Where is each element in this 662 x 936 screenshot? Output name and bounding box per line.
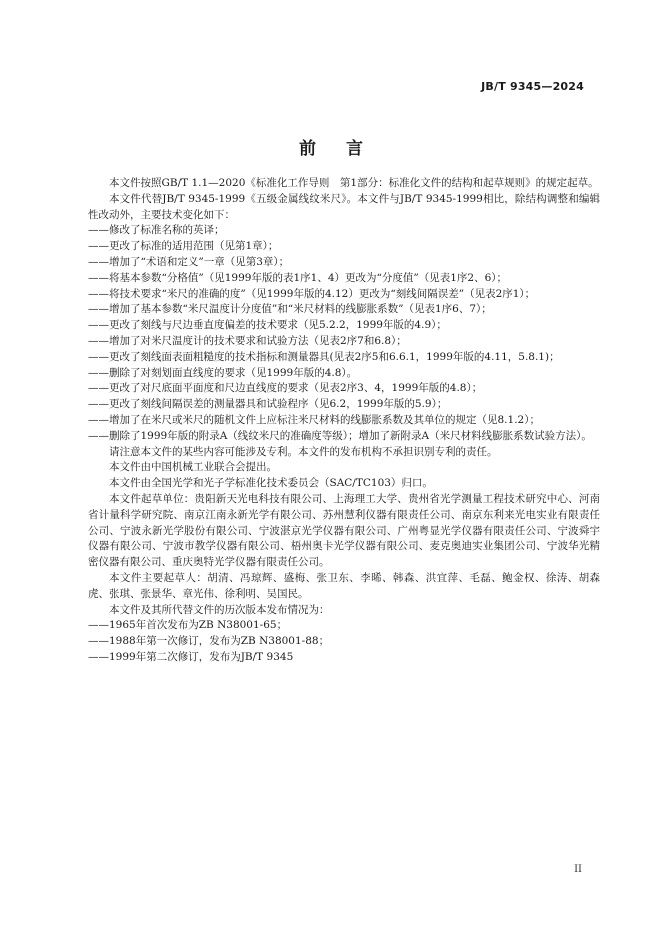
- centralized-by: 本文件由全国光学和光子学标准化技术委员会（SAC/TC103）归口。: [109, 477, 433, 490]
- page-number: II: [574, 864, 582, 875]
- list-item: ——删除了对刻划面直线度的要求（见1999年版的4.8）。: [88, 366, 358, 379]
- list-item: ——1999年第二次修订，发布为JB/T 9345: [88, 650, 294, 663]
- history-intro: 本文件及其所代替文件的历次版本发布情况为：: [109, 603, 330, 616]
- list-item: ——将技术要求“米尺的准确的度”（见1999年版的4.12）更改为“刻线间隔误差”（见表2序1）；: [88, 287, 536, 300]
- list-item: ——更改了刻线面表面粗糙度的技术指标和测量器具(见表2序5和6.6.1，1999年版的4.11，5.8.1)；: [88, 350, 560, 363]
- drafters: 本文件主要起草人：胡清、冯琼辉、盛梅、张卫东、李晞、韩森、洪宜萍、毛磊、鲍金权、徐涛、胡森虎、张琪、张景华、章光伟、徐利明、吴国民。: [88, 571, 600, 600]
- list-item: ——1988年第一次修订，发布为ZB N38001-88；: [88, 635, 330, 648]
- list-item: ——删除了1999年版的附录A（线纹米尺的准确度等级）；增加了新附录A（米尺材料线膨胀系数试验方法）。: [88, 429, 592, 442]
- intro-paragraph-1: 本文件按照GB/T 1.1—2020《标准化工作导则 第1部分：标准化文件的结构和起草规则》的规定起草。: [109, 177, 599, 189]
- history-list: [88, 618, 600, 665]
- changes-list: [88, 223, 600, 444]
- list-item: ——修改了标准名称的英译；: [88, 224, 225, 237]
- list-item: ——增加了“术语和定义”一章（见第3章）；: [88, 255, 290, 268]
- list-item: ——增加了对米尺温度计的技术要求和试验方法（见表2序7和6.8）；: [88, 334, 407, 347]
- proposed-by: 本文件由中国机械工业联合会提出。: [109, 461, 277, 474]
- standard-number: JB/T 9345—2024: [481, 80, 584, 93]
- list-item: ——更改了标准的适用范围（见第1章）；: [88, 240, 279, 253]
- list-item: ——更改了刻线间隔误差的测量器具和试验程序（见6.2，1999年版的5.9）；: [88, 398, 448, 411]
- list-item: ——增加了在米尺或米尺的随机文件上应标注米尺材料的线膨胀系数及其单位的规定（见8.1.2）；: [88, 413, 540, 426]
- list-item: ——将基本参数“分格值”（见1999年版的表1序1、4）更改为“分度值”（见表1序2、6）；: [88, 271, 508, 284]
- page-title: 前言: [299, 139, 393, 159]
- list-item: ——更改了对尺底面平面度和尺边直线度的要求（见表2序3、4，1999年版的4.8）；: [88, 382, 483, 395]
- foreword-body: [88, 176, 600, 666]
- drafting-units: 本文件起草单位：贵阳新天光电科技有限公司、上海理工大学、贵州省光学测量工程技术研究中心、河南省计量科学研究院、南京江南永新光学有限公司、苏州慧利仪器有限责任公司、南京东利来光电实业有限责任公司、宁波永新光学股份有限公司、宁波湛京光学仪器有限公司、广州粤显光学仪器有限责任公司、宁波舜宇仪器有限公司、宁波市教学仪器有限公司、梧州奥卡光学仪器有限公司、麦克奥迪实业集团公司、宁波华光精密仪器有限公司、重庆奥特光学仪器有限责任公司。: [88, 492, 600, 569]
- intro-paragraph-2: 本文件代替JB/T 9345-1999《五级金属线纹米尺》。本文件与JB/T 9345-1999相比，除结构调整和编辑性改动外，主要技术变化如下：: [88, 192, 600, 221]
- patent-notice: 请注意本文件的某些内容可能涉及专利。本文件的发布机构不承担识别专利的责任。: [109, 445, 498, 458]
- list-item: ——更改了刻线与尺边垂直度偏差的技术要求（见5.2.2，1999年版的4.9）；: [88, 319, 447, 332]
- list-item: ——增加了基本参数“米尺温度计分度值”和“米尺材料的线膨胀系数”（见表1序6、7）；: [88, 303, 492, 316]
- list-item: ——1965年首次发布为ZB N38001-65；: [88, 619, 288, 632]
